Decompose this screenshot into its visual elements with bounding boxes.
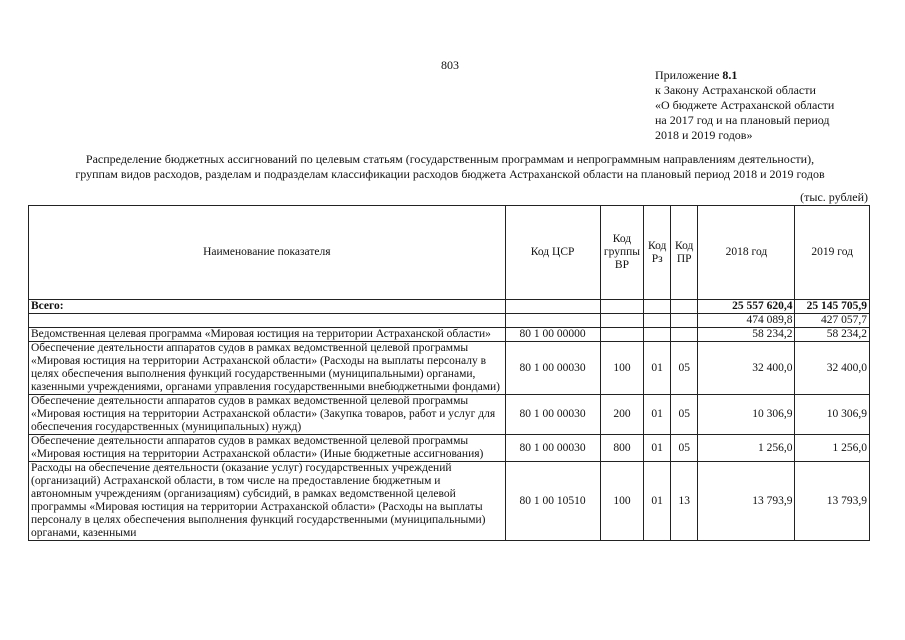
row-rz: 01 — [644, 395, 671, 435]
empty-cell — [600, 300, 644, 314]
empty-cell — [670, 300, 698, 314]
header-csr: Код ЦСР — [505, 206, 600, 300]
row-2018: 10 306,9 — [698, 395, 795, 435]
table-row — [29, 435, 870, 462]
appendix-title — [655, 68, 895, 83]
row-pr: 05 — [670, 342, 698, 395]
row-2018: 13 793,9 — [698, 462, 795, 541]
row-csr: 80 1 00 00030 — [505, 342, 600, 395]
header-rz: Код Рз — [644, 206, 671, 300]
row-name: Обеспечение деятельности аппаратов судов в рамках ведомственной целевой программы «Мировая юстиция на территории Астраханской области» (Закупка товаров, работ и услуг для обеспечения государственных (муниципальных) нужд) — [29, 395, 506, 435]
header-vr: Код группы ВР — [600, 206, 644, 300]
appendix-line: 2018 и 2019 годов» — [655, 128, 753, 142]
total-row — [29, 300, 870, 314]
heading-line-2: группам видов расходов, разделам и подразделам классификации расходов бюджета Астраханской области на плановый период 2018 и 2019 годов — [75, 167, 825, 181]
row-pr: 05 — [670, 435, 698, 462]
header-2019: 2019 год — [795, 206, 870, 300]
row-pr — [670, 328, 698, 342]
appendix-title-number: 8.1 — [722, 68, 738, 82]
row-csr: 80 1 00 10510 — [505, 462, 600, 541]
empty-cell — [644, 314, 671, 328]
table-row — [29, 462, 870, 541]
row-2019: 58 234,2 — [795, 328, 870, 342]
budget-table — [28, 205, 870, 541]
empty-cell — [670, 314, 698, 328]
heading-line-1: Распределение бюджетных ассигнований по целевым статьям (государственным программам и непрограммным направлениям деятельности), — [85, 152, 815, 166]
row-vr: 200 — [600, 395, 644, 435]
row-name: Обеспечение деятельности аппаратов судов в рамках ведомственной целевой программы «Мировая юстиция на территории Астраханской области» (Иные бюджетные ассигнования) — [29, 435, 506, 462]
appendix-reference — [655, 68, 895, 143]
header-name: Наименование показателя — [29, 206, 506, 300]
empty-cell — [29, 314, 506, 328]
subtotal-2018: 474 089,8 — [698, 314, 795, 328]
row-csr: 80 1 00 00030 — [505, 435, 600, 462]
row-rz — [644, 328, 671, 342]
row-name: Расходы на обеспечение деятельности (оказание услуг) государственных учреждений (организаций) Астраханской области, в том числе на предоставление бюджетным и автономным учреждениям (организациям) субсидий, в рамках ведомственной целевой программы «Мировая юстиция на территории Астраханской области» (Расходы на выплаты персоналу в целях обеспечения выполнения функций государственными (муниципальными) органами, казенными — [29, 462, 506, 541]
row-csr: 80 1 00 00000 — [505, 328, 600, 342]
row-2018: 58 234,2 — [698, 328, 795, 342]
appendix-line: «О бюджете Астраханской области — [655, 98, 835, 112]
table-row — [29, 328, 870, 342]
row-2018: 1 256,0 — [698, 435, 795, 462]
table-row — [29, 342, 870, 395]
total-label: Всего: — [29, 300, 506, 314]
table-header-row — [29, 206, 870, 300]
row-2018: 32 400,0 — [698, 342, 795, 395]
empty-cell — [505, 314, 600, 328]
row-vr: 100 — [600, 462, 644, 541]
row-name: Ведомственная целевая программа «Мировая юстиция на территории Астраханской области» — [29, 328, 506, 342]
row-2019: 10 306,9 — [795, 395, 870, 435]
subtotal-2019: 427 057,7 — [795, 314, 870, 328]
row-csr: 80 1 00 00030 — [505, 395, 600, 435]
row-rz: 01 — [644, 462, 671, 541]
total-2018: 25 557 620,4 — [698, 300, 795, 314]
table-row — [29, 395, 870, 435]
empty-cell — [644, 300, 671, 314]
row-rz: 01 — [644, 342, 671, 395]
row-name: Обеспечение деятельности аппаратов судов в рамках ведомственной целевой программы «Мировая юстиция на территории Астраханской области» (Расходы на выплаты персоналу в целях обеспечения выполнения функций государственными (муниципальными) органами, казенными учреждениями, органами управления государственными внебюджетными фондами) — [29, 342, 506, 395]
empty-cell — [505, 300, 600, 314]
row-pr: 05 — [670, 395, 698, 435]
empty-cell — [600, 314, 644, 328]
row-pr: 13 — [670, 462, 698, 541]
row-vr: 100 — [600, 342, 644, 395]
page-number: 803 — [441, 58, 459, 72]
units-label: (тыс. рублей) — [800, 190, 868, 204]
appendix-line: к Закону Астраханской области — [655, 83, 816, 97]
row-2019: 13 793,9 — [795, 462, 870, 541]
header-pr: Код ПР — [670, 206, 698, 300]
row-vr — [600, 328, 644, 342]
row-2019: 1 256,0 — [795, 435, 870, 462]
appendix-title-prefix: Приложение — [655, 68, 723, 82]
header-2018: 2018 год — [698, 206, 795, 300]
document-heading — [20, 152, 880, 182]
appendix-line: на 2017 год и на плановый период — [655, 113, 830, 127]
row-rz: 01 — [644, 435, 671, 462]
row-2019: 32 400,0 — [795, 342, 870, 395]
row-vr: 800 — [600, 435, 644, 462]
total-2019: 25 145 705,9 — [795, 300, 870, 314]
subtotal-row — [29, 314, 870, 328]
